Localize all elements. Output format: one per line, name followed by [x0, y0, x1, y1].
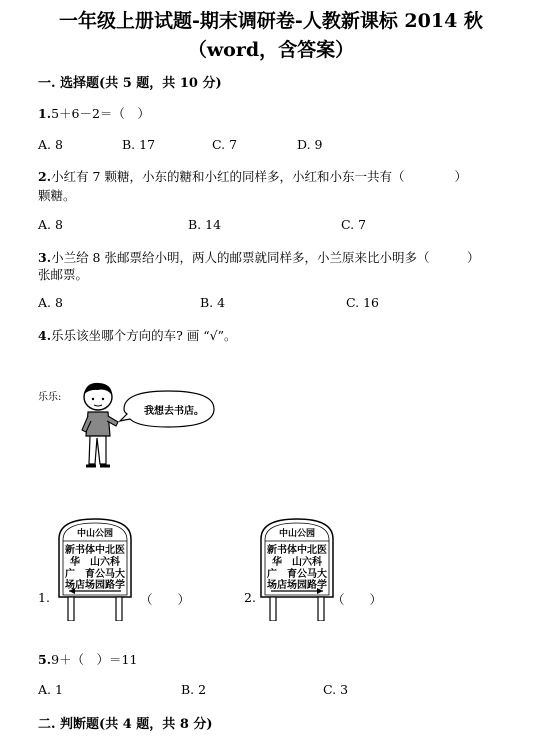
sign-row: 广 育公马大: [65, 569, 125, 580]
option-b: B. 4: [200, 295, 226, 310]
question-number: 3.: [38, 250, 52, 265]
option-a: A. 8: [38, 295, 63, 310]
sign-row: 新书体中北医: [267, 545, 327, 556]
question-2-continued: 颗糖。: [38, 188, 76, 203]
question-text: 5＋6－2＝（ ）: [51, 106, 150, 121]
sign-row: 新书体中北医: [65, 545, 125, 556]
option-a: A. 8: [38, 217, 63, 232]
question-text: 小红有 7 颗糖，小东的糖和小红的同样多，小红和小东一共有（ ）: [51, 169, 467, 184]
sign-title: 中山公园: [278, 529, 315, 539]
option-b: B. 14: [188, 217, 222, 232]
section-heading-choice: 一. 选择题(共 5 题，共 10 分): [38, 76, 222, 91]
bus-sign-2: [257, 517, 337, 621]
question-text: 小兰给 8 张邮票给小明，两人的邮票就同样多，小兰原来比小明多（ ）: [51, 250, 480, 265]
question-number: 2.: [38, 169, 52, 184]
title-line-1: 一年级上册试题-期末调研卷-人教新课标 2014 秋: [59, 10, 483, 32]
question-3-continued: 张邮票。: [38, 267, 89, 282]
option-c: C. 16: [346, 295, 379, 310]
question-2: [38, 167, 467, 185]
option-c: C. 3: [323, 682, 349, 697]
option-c: C. 7: [212, 137, 238, 152]
question-3: [38, 248, 479, 266]
sign-row: 场店场园路学: [65, 580, 125, 591]
option-d: D. 9: [297, 137, 323, 152]
sign-row: 华 山六科: [70, 557, 120, 568]
question-text: 乐乐该坐哪个方向的车? 画 “√”。: [51, 328, 237, 343]
question-number: 1.: [38, 106, 52, 121]
choice-2-answer-blank[interactable]: （ ）: [332, 592, 383, 607]
sign-row: 场店场园路学: [267, 580, 327, 591]
option-a: A. 8: [38, 137, 63, 152]
question-4: [38, 326, 236, 344]
option-a: A. 1: [38, 682, 63, 697]
title-line-2: （word，含答案）: [187, 39, 355, 61]
choice-1-label: 1.: [38, 590, 50, 605]
sign-title: 中山公园: [76, 529, 113, 539]
question-text: 9＋（ ）＝11: [51, 652, 138, 667]
option-b: B. 17: [122, 137, 156, 152]
boy-illustration: [72, 380, 124, 470]
choice-1-answer-blank[interactable]: （ ）: [140, 592, 191, 607]
bus-sign-1: [55, 517, 135, 621]
question-5: [38, 650, 137, 668]
option-c: C. 7: [341, 217, 367, 232]
choice-2-label: 2.: [244, 590, 256, 605]
lele-label: 乐乐:: [38, 392, 62, 403]
speech-bubble-text: 我想去书店。: [144, 406, 204, 417]
sign-row: 广 育公马大: [267, 569, 327, 580]
option-b: B. 2: [181, 682, 207, 697]
section-heading-judgement: 二. 判断题(共 4 题，共 8 分): [38, 717, 213, 732]
question-number: 5.: [38, 652, 52, 667]
question-number: 4.: [38, 328, 52, 343]
sign-row: 华 山六科: [272, 557, 322, 568]
question-1: [38, 104, 150, 122]
